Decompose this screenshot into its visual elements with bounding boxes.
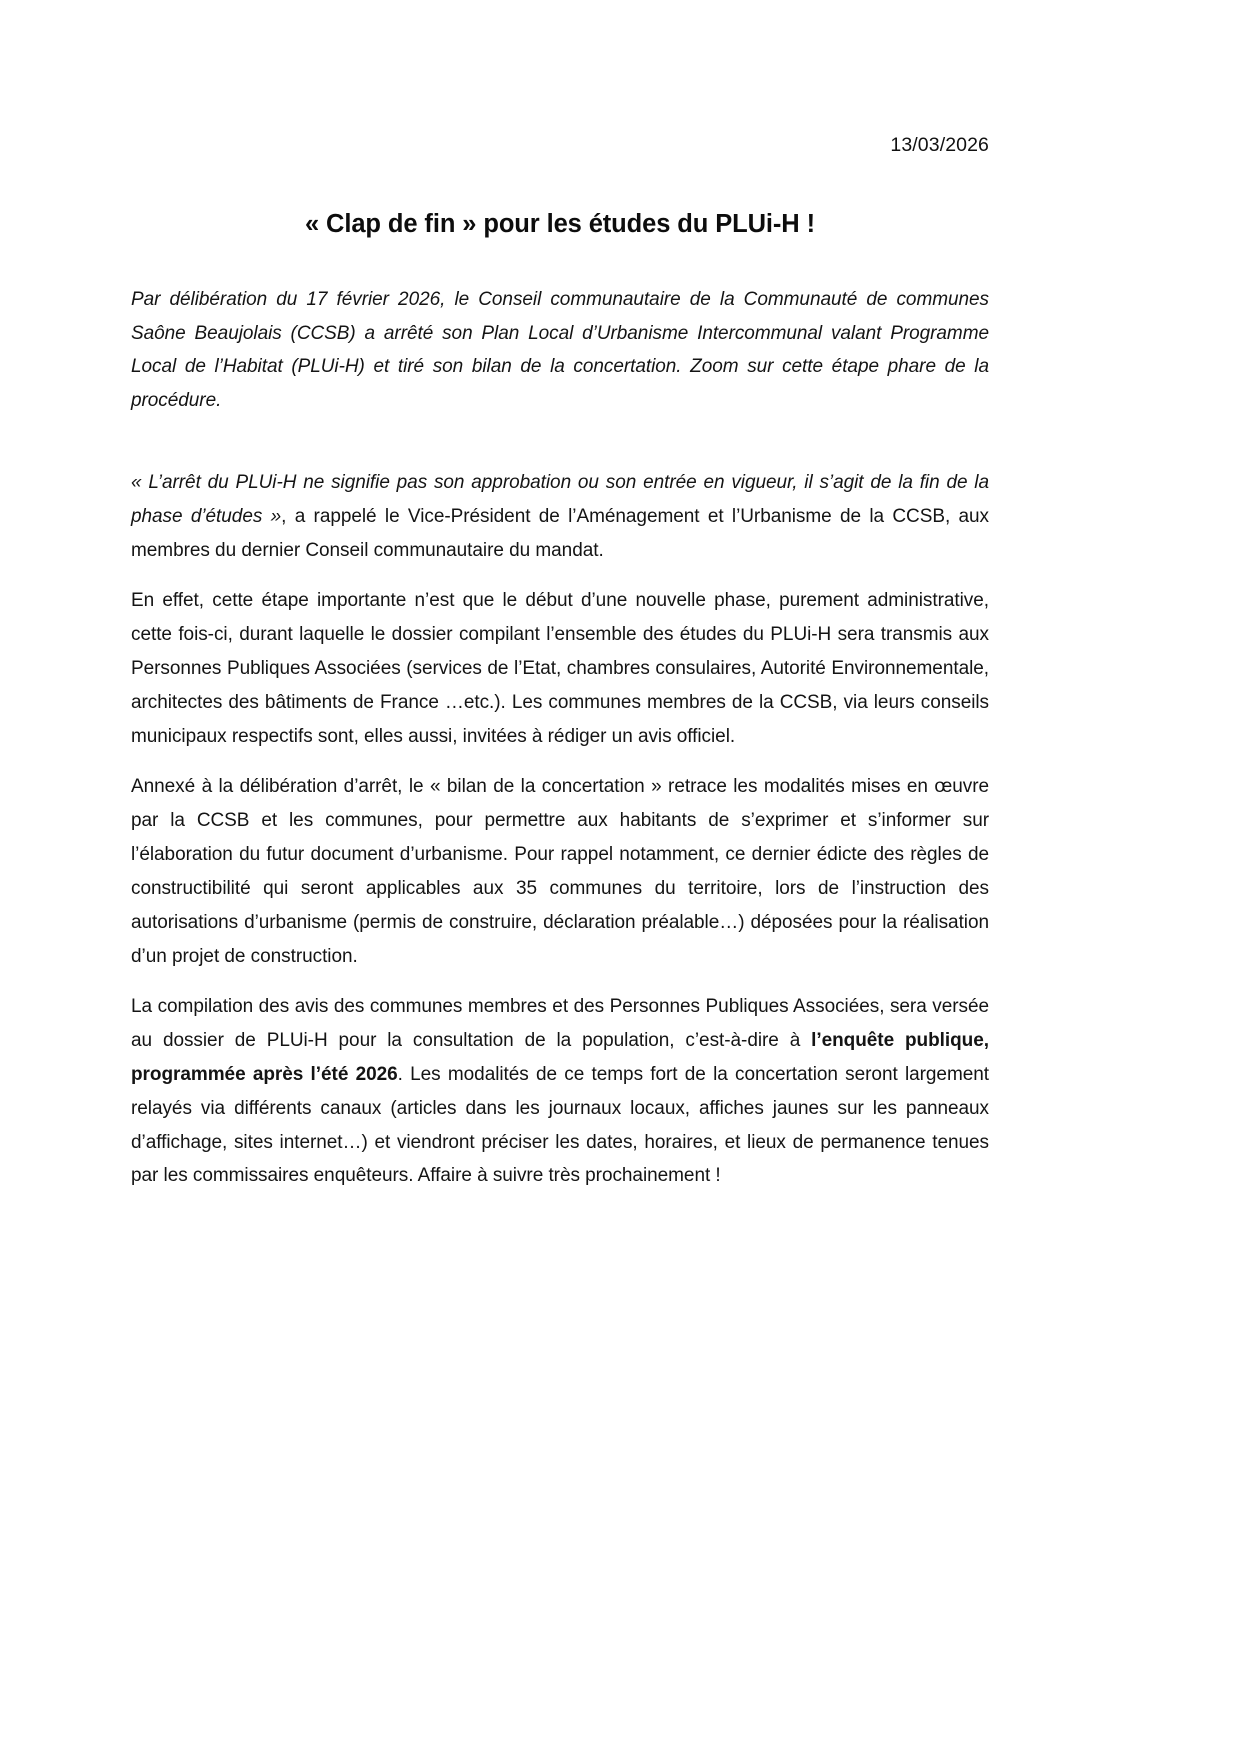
- final-paragraph: [131, 973, 989, 1193]
- document-date: 13/03/2026: [890, 134, 989, 156]
- final-paragraph-lead: La compilation des avis des communes membres et des Personnes Publiques Associées, sera versée au dossier de PLUi-H pour la consultation de la population, c’est-à-dire à: [131, 996, 989, 1052]
- quote-text: « L’arrêt du PLUi-H ne signifie pas son approbation ou son entrée en vigueur, il s’agit de la fin de la phase d’études »: [131, 471, 989, 527]
- body-paragraph-1: En effet, cette étape importante n’est que le début d’une nouvelle phase, purement administrative, cette fois-ci, durant laquelle le dossier compilant l’ensemble des études du PLUi-H sera transmis aux Personnes Publiques Associées (services de l’Etat, chambres consulaires, Autorité Environnementale, architectes des bâtiments de France …etc.). Les communes membres de la CCSB, via leurs conseils municipaux respectifs sont, elles aussi, invitées à rédiger un avis officiel.: [131, 590, 989, 747]
- final-paragraph-tail: . Les modalités de ce temps fort de la concertation seront largement relayés via différents canaux (articles dans les journaux locaux, affiches jaunes sur les panneaux d’affichage, sites internet…) et viendront préciser les dates, horaires, et lieux de permanence tenues par les commissaires enquêteurs. Affaire à suivre très prochainement !: [131, 1063, 989, 1187]
- document-content: [131, 0, 989, 1193]
- page-title: « Clap de fin » pour les études du PLUi-H !: [304, 210, 815, 239]
- body-paragraph-2: Annexé à la délibération d’arrêt, le « bilan de la concertation » retrace les modalités mises en œuvre par la CCSB et les communes, pour permettre aux habitants de s’exprimer et s’informer sur l’élaboration du futur document d’urbanisme. Pour rappel notamment, ce dernier édicte des règles de constructibilité qui seront applicables aux 35 communes du territoire, lors de l’instruction des autorisations d’urbanisme (permis de construire, déclaration préalable…) déposées pour la réalisation d’un projet de construction.: [131, 776, 989, 967]
- quote-paragraph: [131, 418, 989, 567]
- intro-paragraph: Par délibération du 17 février 2026, le Conseil communautaire de la Communauté de communes Saône Beaujolais (CCSB) a arrêté son Plan Local d’Urbanisme Intercommunal valant Programme Local de l’Habitat (PLUi-H) et tiré son bilan de la concertation. Zoom sur cette étape phare de la procédure.: [131, 288, 989, 412]
- enquete-publique-highlight: l’enquête publique, programmée après l’été 2026: [131, 1030, 989, 1085]
- quote-attribution: , a rappelé le Vice-Président de l’Aménagement et l’Urbanisme de la CCSB, aux membres du dernier Conseil communautaire du mandat.: [131, 505, 989, 561]
